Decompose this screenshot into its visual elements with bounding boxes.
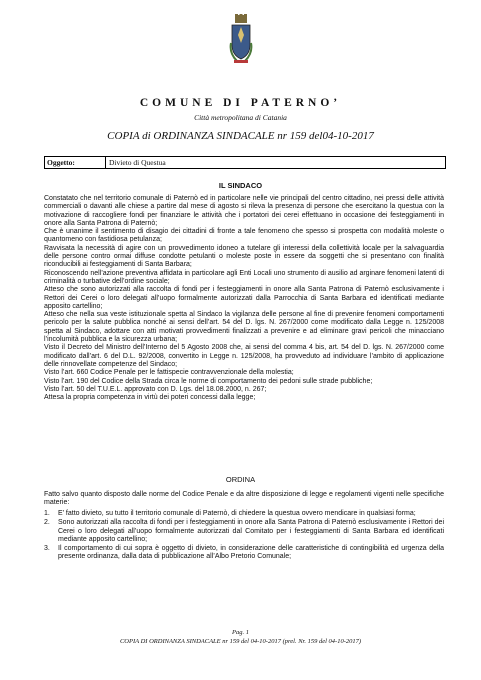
list-item-number: 1. xyxy=(44,510,50,517)
consideration-paragraph: Visto l’art. 190 del Codice della Strada circa le norme di comportamento dei pedoni sulle strade pubbliche; xyxy=(44,377,373,385)
metropolitan-city: Città metropolitana di Catania xyxy=(194,113,287,122)
ordina-list xyxy=(44,510,444,563)
list-item-text: Sono autorizzati alla raccolta di fondi per i festeggiamenti in onore alla Santa Patrona di Paternò esclusivamente i Rettori dei Cerei o loro delegati all’uopo formalmente autorizzati dal Comitato per i festeggiamenti di Santa Barbara ed identificati mediante apposito cartellino; xyxy=(58,519,444,543)
ordina-intro-text: Fatto salvo quanto disposto dalle norme del Codice Penale e da altre disposizione di legge e regolamenti vigenti nelle specifiche materie: xyxy=(44,491,444,507)
consideration-paragraph: Che è unanime il sentimento di disagio dei cittadini di fronte a tale fenomeno che spesso si prospetta con modalità moleste o quantomeno con fastidiosa petulanza; xyxy=(44,228,444,244)
list-item xyxy=(44,545,444,562)
consideration-paragraph: Constatato che nel territorio comunale di Paternò ed in particolare nelle vie principali del centro cittadino, nei pressi delle attività commerciali o davanti alle chiese a partire dal mese di agosto si rileva la presenza di persone che esercitano la questua con la motivazione di raccogliere fondi per finanziare le attività che i portatori dei cerei effettuano in occasione dei festeggiamenti in onore alla Santa Patrona di Paternò; xyxy=(44,195,444,227)
consideration-paragraph: Ravvisata la necessità di agire con un provvedimento idoneo a tutelare gli interessi della collettività locale per la salvaguardia delle persone contro ormai diffuse condotte petulanti o moleste poste in essere da soggetti che si presentano con finalità riconducibili ai festeggiamenti di Santa Barbara; xyxy=(44,244,444,269)
coat-of-arms-icon xyxy=(229,13,253,73)
list-item xyxy=(44,519,444,544)
consideration-paragraph: Visto l’art. 660 Codice Penale per le fattispecie contravvenzionale della molestia; xyxy=(44,369,294,377)
sindaco-heading: IL SINDACO xyxy=(218,181,263,190)
consideration-paragraph: Attesa la propria competenza in virtù dei poteri concessi dalla legge; xyxy=(44,394,256,402)
footer-reference: COPIA DI ORDINANZA SINDACALE nr 159 del 04-10-2017 (prel. Nr. 159 del 04-10-2017) xyxy=(119,638,362,645)
considerations xyxy=(44,195,444,402)
subject-box xyxy=(44,156,446,169)
list-item-number: 2. xyxy=(44,519,50,527)
consideration-paragraph: Atteso che nella sua veste istituzionale spetta al Sindaco la vigilanza delle persone al fine di prevenire fenomeni comportamenti pericolo per la salute pubblica nonché ai sensi dell’art. 54 del D. lgs. N. 267/2000 come modificato dalla Legge n. 125/2008 spetta al Sindaco, adottare con atti motivati provvedimenti finalizzati a prevenire e ad eliminare gravi pericoli che minacciano l’incolumità pubblica e la sicurezza urbana; xyxy=(44,311,444,344)
subject-value: Divieto di Questua xyxy=(109,158,166,167)
list-item-number: 3. xyxy=(44,545,50,553)
ordina-intro xyxy=(44,491,444,508)
consideration-paragraph: Riconoscendo nell’azione preventiva affidata in particolare agli Enti Locali uno strumento di ausilio ad arginare fenomeni latenti di criminalità o turbative dell’ordine sociale; xyxy=(44,269,444,285)
consideration-paragraph: Visto il Decreto del Ministro dell’Interno del 5 Agosto 2008 che, ai sensi del comma 4 bis, art. 54 del D. lgs. N. 267/2000 come modificato dall’art. 6 del D.L. 92/2008, convertito in Legge n. 125/2008, ha provveduto ad individuare l’ambito di applicazione delle rinnovellate competenze del Sindaco; xyxy=(44,344,444,368)
consideration-paragraph: Atteso che sono autorizzati alla raccolta di fondi per i festeggiamenti in onore alla Santa Patrona di Paternò esclusivamente i Rettori dei Cerei o loro delegati all’uopo formalmente autorizzati dalla Parrocchia di Santa Barbara ed identificati mediante apposito cartellino; xyxy=(44,286,444,310)
municipality-name: COMUNE DI PATERNO’ xyxy=(139,97,342,109)
list-item-text: E’ fatto divieto, su tutto il territorio comunale di Paternò, di chiedere la questua ovvero mendicare in qualsiasi forma; xyxy=(58,510,416,517)
document-title: COPIA di ORDINANZA SINDACALE nr 159 del04-10-2017 xyxy=(107,130,374,142)
subject-label: Oggetto: xyxy=(47,158,75,167)
consideration-paragraph: Visto l’art. 50 del T.U.E.L. approvato con D. Lgs. del 18.08.2000, n. 267; xyxy=(44,385,267,393)
page-number: Pag. 1 xyxy=(232,629,249,636)
subject-divider xyxy=(105,157,106,168)
ordina-heading: ORDINA xyxy=(225,475,256,484)
list-item xyxy=(44,510,444,518)
list-item-text: Il comportamento di cui sopra è oggetto di divieto, in considerazione delle caratteristiche di contingibilità ed urgenza della presente ordinanza, dalla data di pubblicazione all’Albo Pretorio Comunale; xyxy=(58,545,444,561)
